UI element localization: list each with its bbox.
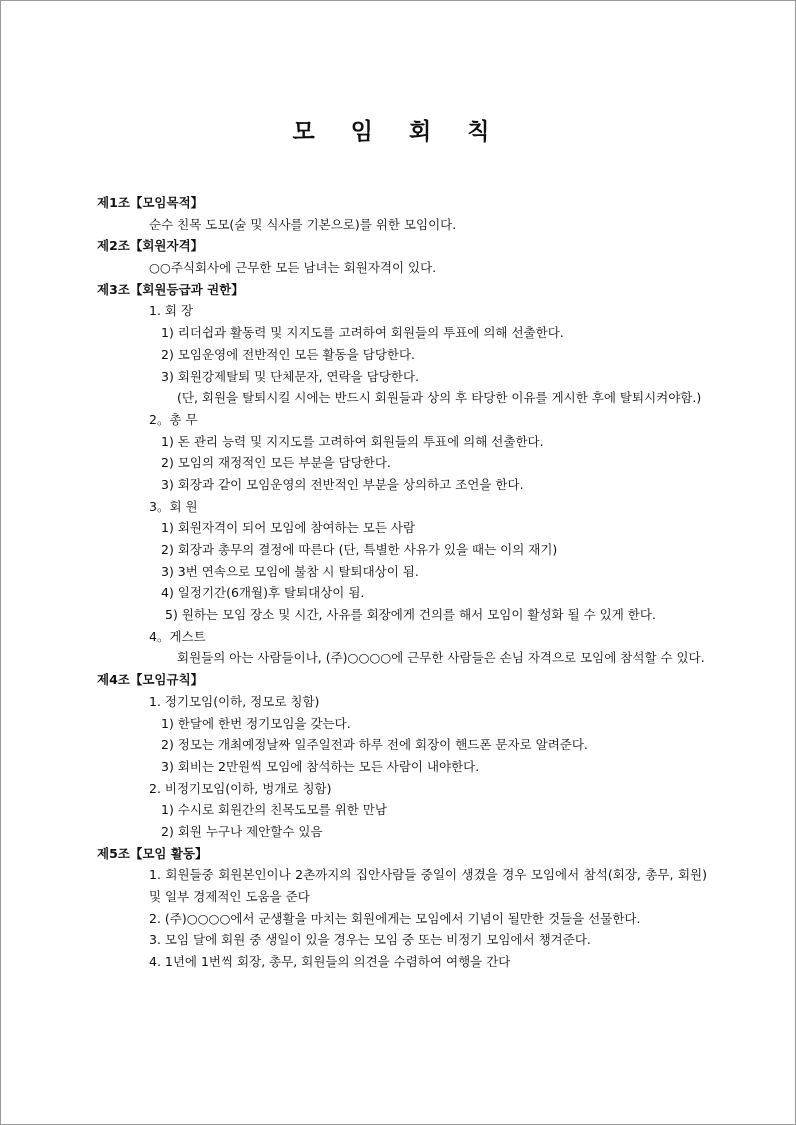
document-title: 모 임 회 칙: [292, 118, 504, 145]
list-note: (단, 회원을 탈퇴시킬 시에는 반드시 회원들과 상의 후 타당한 이유를 게시한 후에 탈퇴시켜야함.): [177, 390, 702, 406]
section-irregular-meeting: 2. 비정기모임(이하, 벙개로 칭함): [149, 780, 332, 796]
section-treasurer: 2。총 무: [149, 411, 198, 427]
list-item: 1) 돈 관리 능력 및 지지도를 고려하여 회원들의 투표에 의해 선출한다.: [161, 433, 544, 449]
list-item: 2) 정모는 개최예정날짜 일주일전과 하루 전에 회장이 핸드폰 문자로 알려준다.: [161, 737, 588, 753]
article-5-heading: 제5조【모임 활동】: [97, 845, 208, 861]
list-item: 4. 1년에 1번씩 회장, 총무, 회원들의 의견을 수렴하여 여행을 간다: [149, 954, 511, 970]
list-item: 1) 한달에 한번 정기모임을 갖는다.: [161, 715, 351, 731]
list-item: 3. 모임 달에 회원 중 생일이 있을 경우는 모임 중 또는 비정기 모임에서 챙겨준다.: [149, 932, 591, 948]
guest-text: 회원들의 아는 사람들이나, (주)○○○○에 근무한 사람들은 손님 자격으로 모임에 참석할 수 있다.: [177, 650, 705, 666]
document-body: [97, 192, 707, 973]
article-2-heading: 제2조【회원자격】: [97, 238, 204, 254]
list-item: 2. (주)○○○○에서 군생활을 마치는 회원에게는 모임에서 기념이 될만한 것들을 선물한다.: [149, 910, 641, 926]
list-item: 2) 회원 누구나 제안할수 있음: [161, 823, 323, 839]
list-item: 1) 수시로 회원간의 친목도모를 위한 만남: [161, 802, 387, 818]
list-item: 3) 3번 연속으로 모임에 불참 시 탈퇴대상이 됨.: [161, 563, 419, 579]
list-item: 1. 회원들중 회원본인이나 2촌까지의 집안사람들 중일이 생겼을 경우 모임에서 참석(회장, 총무, 회원) 및 일부 경제적인 도움을 준다: [149, 867, 707, 905]
list-item: 1) 리더쉽과 활동력 및 지지도를 고려하여 회원들의 투표에 의해 선출한다.: [161, 325, 564, 341]
list-item: 3) 회장과 같이 모임운영의 전반적인 부분을 상의하고 조언을 한다.: [161, 476, 524, 492]
article-4-heading: 제4조【모임규칙】: [97, 672, 204, 688]
list-item: 3) 회비는 2만원씩 모임에 참석하는 모든 사람이 내야한다.: [161, 758, 480, 774]
list-item: 2) 모임운영에 전반적인 모든 활동을 담당한다.: [161, 346, 416, 362]
list-item: 2) 회장과 총무의 결정에 따른다 (단, 특별한 사유가 있을 때는 이의 재기): [161, 542, 558, 558]
section-member: 3。회 원: [149, 498, 198, 514]
list-item: 3) 회원강제탈퇴 및 단체문자, 연락을 담당한다.: [161, 368, 419, 384]
article-1-text: 순수 친목 도모(술 및 식사를 기본으로)를 위한 모임이다.: [149, 216, 457, 232]
article-1-heading: 제1조【모임목적】: [97, 195, 204, 210]
list-item: 1) 회원자격이 되어 모임에 참여하는 모든 사람: [161, 520, 416, 536]
list-item: 2) 모임의 재정적인 모든 부분을 담당한다.: [161, 455, 391, 471]
list-item: 5) 원하는 모임 장소 및 시간, 사유를 회장에게 건의를 해서 모임이 활성화 될 수 있게 한다.: [165, 607, 656, 623]
article-2-text: ○○주식회사에 근무한 모든 남녀는 회원자격이 있다.: [149, 260, 437, 276]
article-3-heading: 제3조【회원등급과 권한】: [97, 281, 244, 297]
list-item: 4) 일정기간(6개월)후 탈퇴대상이 됨.: [161, 585, 365, 601]
section-president: 1. 회 장: [149, 303, 194, 319]
section-regular-meeting: 1. 정기모임(이하, 정모로 칭함): [149, 693, 320, 709]
section-guest: 4。게스트: [149, 628, 206, 644]
